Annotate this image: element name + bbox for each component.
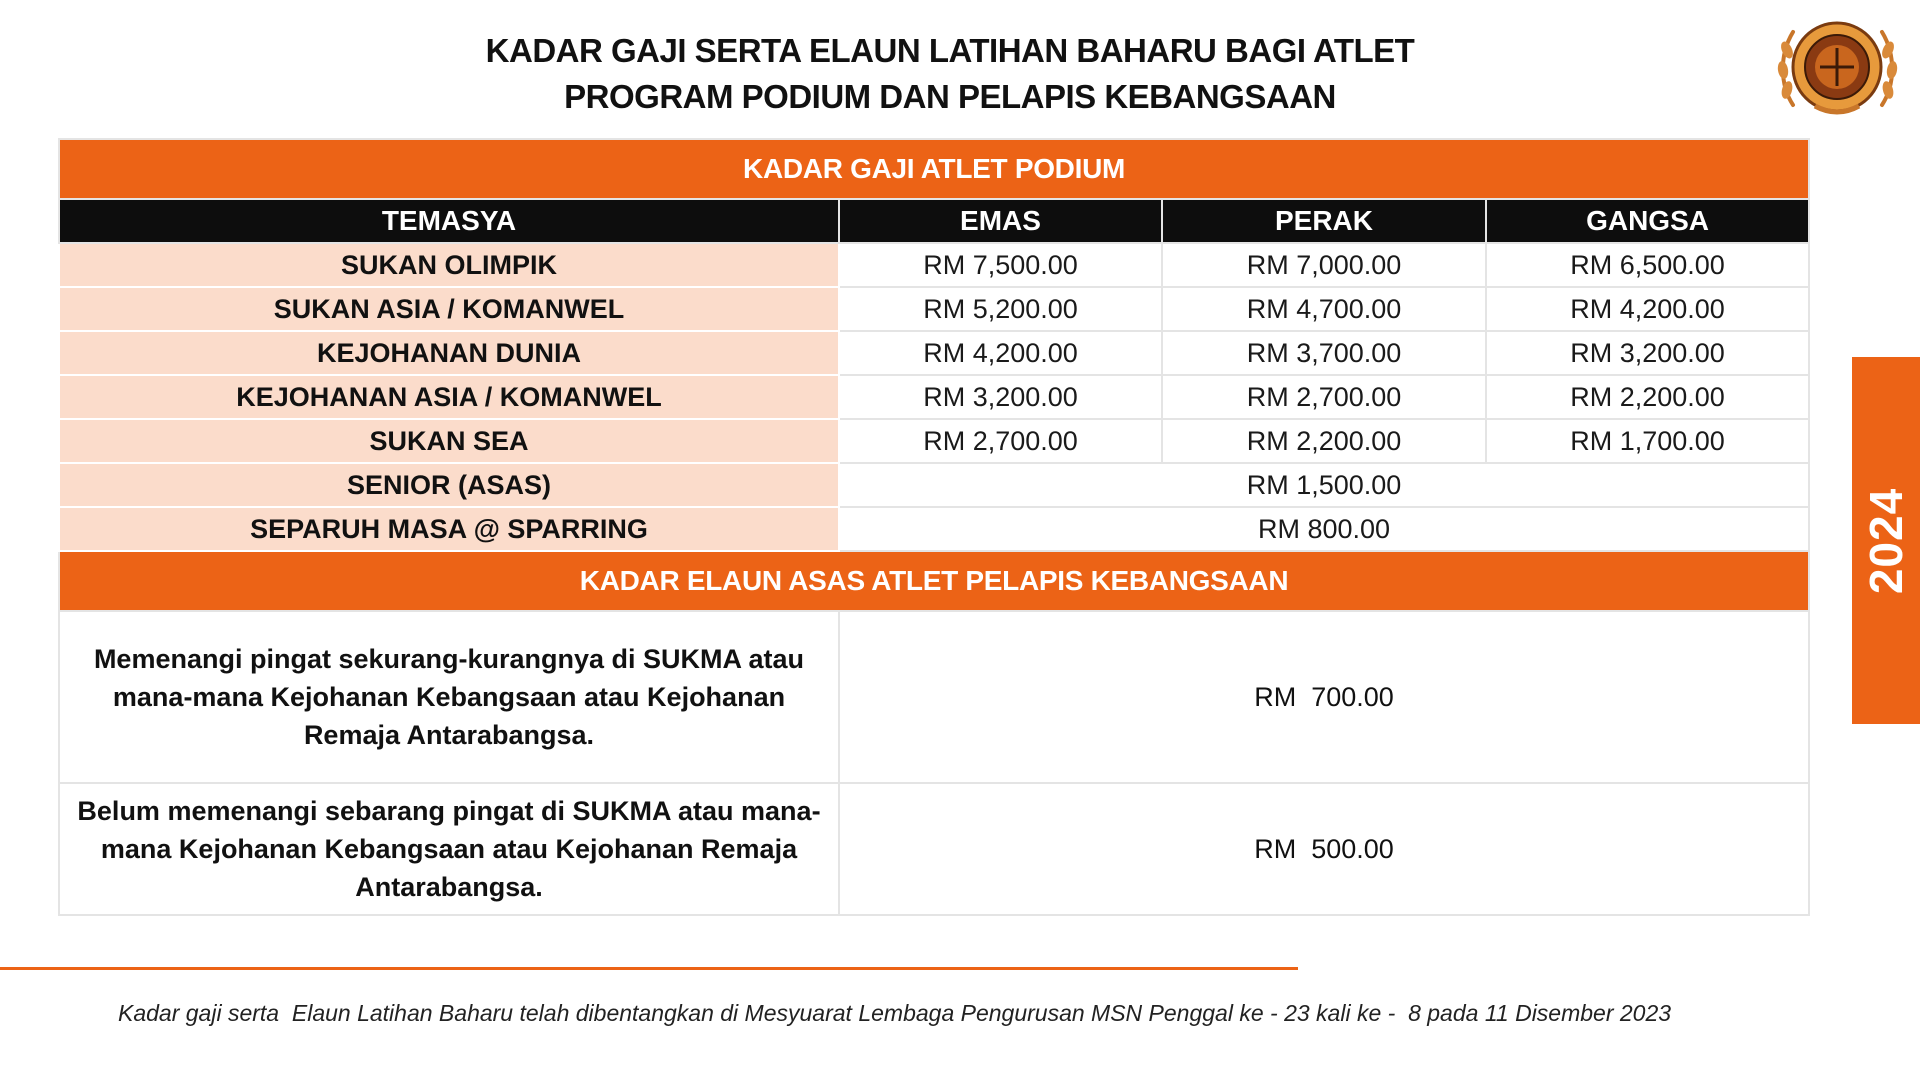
perak-cell: RM 3,700.00 [1162,331,1486,375]
year-text: 2024 [1860,487,1912,594]
gangsa-cell: RM 6,500.00 [1486,243,1809,287]
page-title [0,28,1900,120]
perak-cell: RM 4,700.00 [1162,287,1486,331]
year-label [1852,357,1920,724]
perak-cell: RM 2,200.00 [1162,419,1486,463]
emas-cell: RM 2,700.00 [839,419,1162,463]
footnote: Kadar gaji serta Elaun Latihan Baharu telah dibentangkan di Mesyuarat Lembaga Pengurusan MSN Penggal ke - 23 kali ke - 8 pada 11 Disember 2023 [118,1000,1672,1026]
gangsa-cell: RM 2,200.00 [1486,375,1809,419]
emas-cell: RM 4,200.00 [839,331,1162,375]
table-row [59,243,1809,287]
event-cell: KEJOHANAN ASIA / KOMANWEL [59,375,839,419]
event-cell: SEPARUH MASA @ SPARRING [59,507,839,551]
gangsa-cell: RM 4,200.00 [1486,287,1809,331]
event-cell: KEJOHANAN DUNIA [59,331,839,375]
event-cell: SUKAN SEA [59,419,839,463]
flat-amount-cell: RM 1,500.00 [839,463,1809,507]
perak-cell: RM 7,000.00 [1162,243,1486,287]
criteria-cell: Memenangi pingat sekurang-kurangnya di SUKMA atau mana-mana Kejohanan Kebangsaan atau Kejohanan Remaja Antarabangsa. [59,611,839,783]
table-row [59,287,1809,331]
gangsa-cell: RM 1,700.00 [1486,419,1809,463]
table-row [59,419,1809,463]
allowance-amount-cell: RM 500.00 [839,783,1809,915]
table-row [59,375,1809,419]
gangsa-cell: RM 3,200.00 [1486,331,1809,375]
title-line-1: KADAR GAJI SERTA ELAUN LATIHAN BAHARU BAGI ATLET [485,32,1415,69]
event-cell: SUKAN OLIMPIK [59,243,839,287]
criteria-cell: Belum memenangi sebarang pingat di SUKMA atau mana-mana Kejohanan Kebangsaan atau Kejohanan Remaja Antarabangsa. [59,783,839,915]
emas-cell: RM 7,500.00 [839,243,1162,287]
emas-cell: RM 3,200.00 [839,375,1162,419]
table-row [59,331,1809,375]
event-cell: SUKAN ASIA / KOMANWEL [59,287,839,331]
emas-cell: RM 5,200.00 [839,287,1162,331]
table-row [59,507,1809,551]
col-header-perak: PERAK [1162,199,1486,243]
table-row [59,783,1809,915]
col-header-gangsa: GANGSA [1486,199,1809,243]
column-header-row [59,199,1809,243]
podium-band-row [59,139,1809,199]
msn-logo [1775,10,1900,125]
pelapis-band-row [59,551,1809,611]
pelapis-band-title: KADAR ELAUN ASAS ATLET PELAPIS KEBANGSAAN [59,551,1809,611]
perak-cell: RM 2,700.00 [1162,375,1486,419]
divider-line [0,967,1298,970]
rates-table [58,138,1810,916]
allowance-amount-cell: RM 700.00 [839,611,1809,783]
col-header-emas: EMAS [839,199,1162,243]
col-header-temasya: TEMASYA [59,199,839,243]
event-cell: SENIOR (ASAS) [59,463,839,507]
flat-amount-cell: RM 800.00 [839,507,1809,551]
table-row [59,611,1809,783]
title-line-2: PROGRAM PODIUM DAN PELAPIS KEBANGSAAN [564,78,1336,115]
table-row [59,463,1809,507]
podium-band-title: KADAR GAJI ATLET PODIUM [59,139,1809,199]
